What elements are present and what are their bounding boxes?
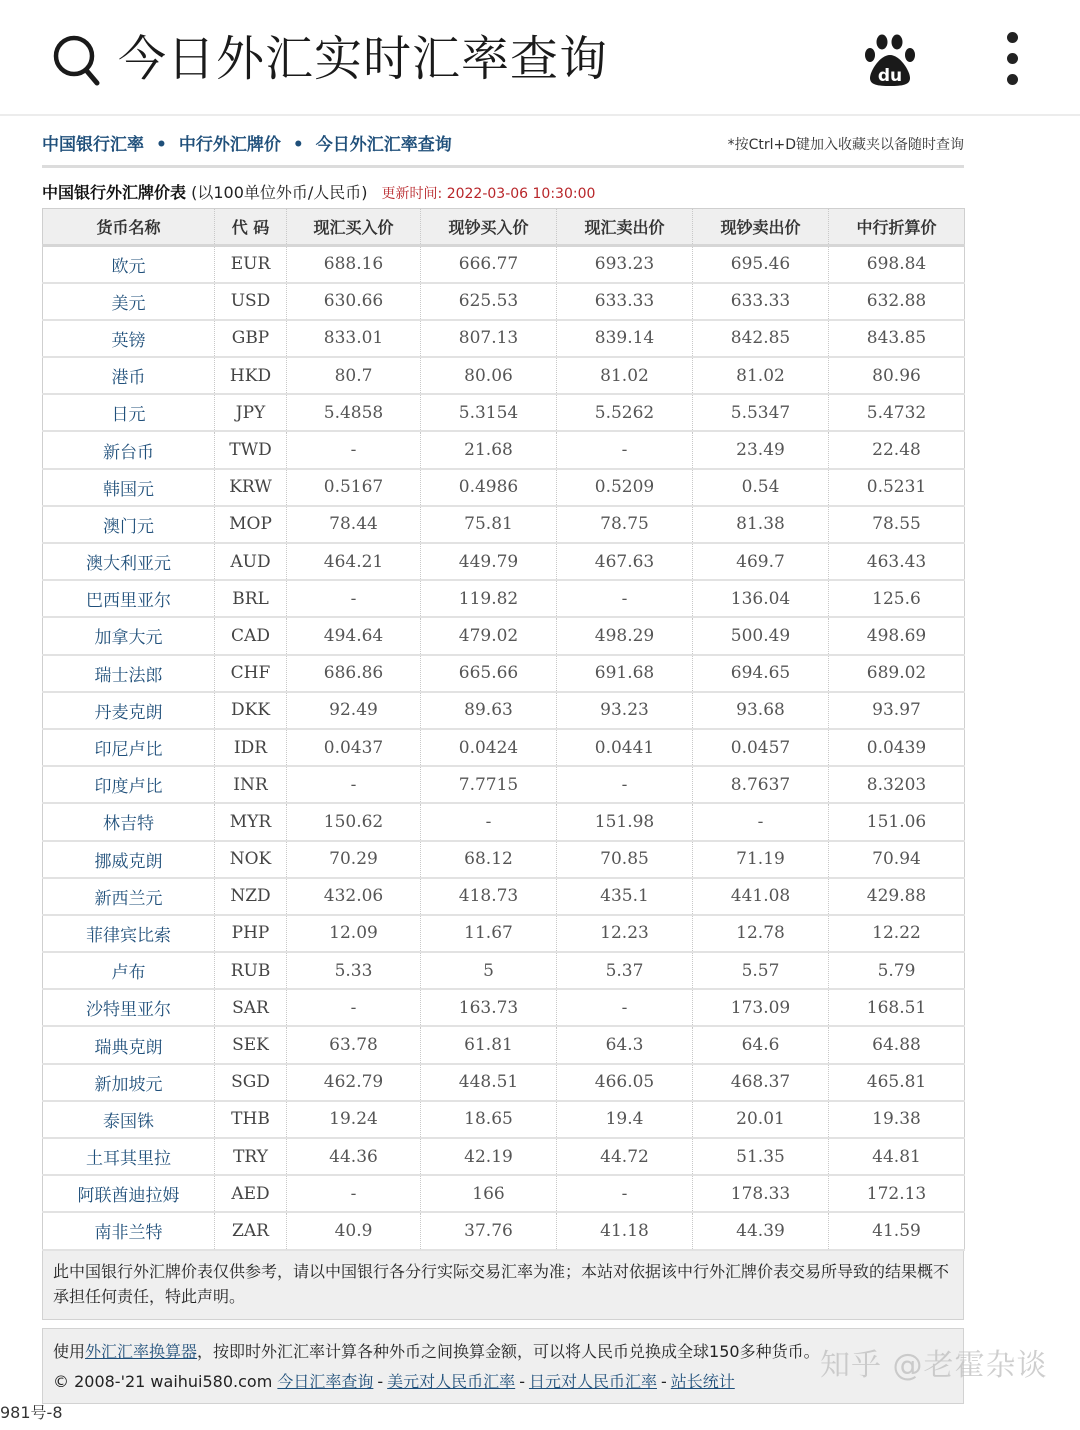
converter-suffix: ，按即时外汇汇率计算各种外币之间换算金额，可以将人民币兑换成全球150多种货币。	[197, 1341, 820, 1361]
cell-spot-sell: 466.05	[557, 1064, 693, 1101]
cell-spot-sell: -	[557, 431, 693, 468]
cell-boc-rate: 172.13	[829, 1175, 965, 1212]
cell-currency-code: CHF	[215, 655, 287, 692]
table-row	[43, 1026, 965, 1063]
cell-boc-rate: 5.79	[829, 952, 965, 989]
currency-link[interactable]: 瑞典克朗	[94, 1037, 163, 1058]
table-row	[43, 506, 965, 543]
currency-link[interactable]: 沙特里亚尔	[86, 1000, 171, 1021]
cell-currency-code: HKD	[215, 357, 287, 394]
cell-spot-buy: 19.24	[287, 1101, 421, 1138]
cell-cash-sell: 0.54	[693, 469, 829, 506]
footer-link-jpy-cny[interactable]: 日元对人民币汇率	[528, 1371, 657, 1391]
cell-spot-sell: 633.33	[557, 283, 693, 320]
table-row	[43, 1101, 965, 1138]
cell-currency-code: KRW	[215, 469, 287, 506]
table-row	[43, 357, 965, 394]
cell-cash-buy: 166	[421, 1175, 557, 1212]
cell-spot-buy: 12.09	[287, 915, 421, 952]
currency-link[interactable]: 日元	[111, 405, 146, 426]
cell-cash-sell: 93.68	[693, 692, 829, 729]
table-row	[43, 803, 965, 840]
currency-link[interactable]: 南非兰特	[94, 1223, 163, 1244]
cell-spot-buy: 432.06	[287, 878, 421, 915]
cell-cash-buy: 625.53	[421, 283, 557, 320]
cell-spot-buy: 80.7	[287, 357, 421, 394]
currency-link[interactable]: 新台币	[103, 442, 154, 463]
cell-currency-code: NZD	[215, 878, 287, 915]
cell-spot-buy: 0.5167	[287, 469, 421, 506]
table-row	[43, 283, 965, 320]
cell-cash-sell: 12.78	[693, 915, 829, 952]
col-header-currency: 货币名称	[43, 209, 215, 246]
cell-currency-code: THB	[215, 1101, 287, 1138]
cell-currency-code: NOK	[215, 841, 287, 878]
cell-boc-rate: 151.06	[829, 803, 965, 840]
cell-spot-sell: 693.23	[557, 246, 693, 283]
currency-link[interactable]: 泰国铢	[103, 1111, 154, 1132]
footer-separator: -	[519, 1371, 525, 1391]
table-header-row	[43, 209, 965, 246]
currency-link[interactable]: 林吉特	[103, 814, 154, 835]
cell-currency-name	[43, 841, 215, 878]
col-header-boc-rate: 中行折算价	[829, 209, 965, 246]
cell-spot-sell: 12.23	[557, 915, 693, 952]
cell-currency-code: EUR	[215, 246, 287, 283]
cell-cash-buy: 807.13	[421, 320, 557, 357]
cell-boc-rate: 698.84	[829, 246, 965, 283]
cell-boc-rate: 8.3203	[829, 766, 965, 803]
cell-cash-buy: 5	[421, 952, 557, 989]
currency-link[interactable]: 卢布	[111, 963, 146, 984]
cell-spot-sell: -	[557, 766, 693, 803]
cell-spot-buy: 44.36	[287, 1138, 421, 1175]
cell-spot-sell: 78.75	[557, 506, 693, 543]
cell-spot-sell: 498.29	[557, 617, 693, 654]
currency-link[interactable]: 印尼卢比	[94, 740, 163, 761]
cell-spot-sell: 5.37	[557, 952, 693, 989]
cell-spot-sell: 70.85	[557, 841, 693, 878]
table-row	[43, 617, 965, 654]
cell-cash-buy: 75.81	[421, 506, 557, 543]
cell-currency-name	[43, 915, 215, 952]
cell-currency-name	[43, 394, 215, 431]
cell-spot-sell: 0.0441	[557, 729, 693, 766]
cell-spot-sell: 64.3	[557, 1026, 693, 1063]
cell-cash-buy: 665.66	[421, 655, 557, 692]
update-time-value: 2022-03-06 10:30:00	[446, 186, 596, 202]
currency-link[interactable]: 加拿大元	[94, 628, 163, 649]
cell-boc-rate: 689.02	[829, 655, 965, 692]
cell-currency-code: MYR	[215, 803, 287, 840]
cell-spot-sell: 81.02	[557, 357, 693, 394]
cell-spot-sell: 41.18	[557, 1212, 693, 1249]
cell-cash-sell: 81.02	[693, 357, 829, 394]
cell-cash-buy: 18.65	[421, 1101, 557, 1138]
cell-cash-sell: 500.49	[693, 617, 829, 654]
table-row	[43, 246, 965, 283]
cell-currency-code: IDR	[215, 729, 287, 766]
cell-currency-code: SAR	[215, 989, 287, 1026]
cell-spot-buy: -	[287, 1175, 421, 1212]
cell-cash-buy: 11.67	[421, 915, 557, 952]
table-row	[43, 1064, 965, 1101]
cell-cash-sell: 20.01	[693, 1101, 829, 1138]
cell-cash-sell: 8.7637	[693, 766, 829, 803]
currency-link[interactable]: 新西兰元	[94, 888, 163, 909]
cell-spot-buy: 464.21	[287, 543, 421, 580]
table-row	[43, 1138, 965, 1175]
cell-currency-code: AUD	[215, 543, 287, 580]
copyright: © 2008-'21 waihui580.com	[53, 1371, 273, 1391]
cell-spot-sell: 93.23	[557, 692, 693, 729]
cell-boc-rate: 22.48	[829, 431, 965, 468]
cell-currency-code: INR	[215, 766, 287, 803]
breadcrumb-boc-rates[interactable]: 中国银行汇率	[42, 135, 144, 155]
cell-cash-sell: 178.33	[693, 1175, 829, 1212]
currency-link[interactable]: 澳大利亚元	[86, 554, 171, 575]
cell-currency-name	[43, 878, 215, 915]
cell-currency-name	[43, 729, 215, 766]
breadcrumb	[42, 130, 452, 155]
col-header-spot-sell: 现汇卖出价	[557, 209, 693, 246]
cell-spot-buy: -	[287, 989, 421, 1026]
navbar	[42, 120, 964, 168]
table-row	[43, 989, 965, 1026]
breadcrumb-separator: •	[292, 135, 304, 155]
bookmark-tip: *按Ctrl+D键加入收藏夹以备随时查询	[727, 137, 964, 153]
cell-cash-buy: 0.4986	[421, 469, 557, 506]
col-header-cash-buy: 现钞买入价	[421, 209, 557, 246]
cell-boc-rate: 44.81	[829, 1138, 965, 1175]
cell-boc-rate: 5.4732	[829, 394, 965, 431]
cell-spot-buy: 92.49	[287, 692, 421, 729]
cell-cash-buy: 163.73	[421, 989, 557, 1026]
update-label: 更新时间:	[381, 186, 443, 202]
cell-boc-rate: 168.51	[829, 989, 965, 1026]
cell-cash-buy: 68.12	[421, 841, 557, 878]
cell-boc-rate: 429.88	[829, 878, 965, 915]
cell-currency-name	[43, 617, 215, 654]
cell-boc-rate: 498.69	[829, 617, 965, 654]
cell-currency-name	[43, 692, 215, 729]
cell-currency-name	[43, 803, 215, 840]
footer-separator: -	[660, 1371, 667, 1391]
currency-link[interactable]: 土耳其里拉	[86, 1149, 171, 1170]
cell-boc-rate: 12.22	[829, 915, 965, 952]
cell-cash-buy: 479.02	[421, 617, 557, 654]
currency-link[interactable]: 菲律宾比索	[86, 925, 171, 946]
copyright-line	[53, 1367, 953, 1397]
cell-spot-buy: -	[287, 766, 421, 803]
cell-spot-buy: 40.9	[287, 1212, 421, 1249]
table-row	[43, 580, 965, 617]
cell-currency-name	[43, 655, 215, 692]
cell-cash-sell: 842.85	[693, 320, 829, 357]
cell-currency-name	[43, 506, 215, 543]
converter-link[interactable]: 外汇汇率换算器	[85, 1341, 198, 1361]
cell-spot-buy: 0.0437	[287, 729, 421, 766]
disclaimer: 此中国银行外汇牌价表仅供参考，请以中国银行各分行实际交易汇率为准；本站对依据该中行外汇牌价表交易所导致的结果概不承担任何责任，特此声明。	[42, 1251, 964, 1320]
cell-cash-sell: 173.09	[693, 989, 829, 1026]
cell-spot-buy: 150.62	[287, 803, 421, 840]
cell-cash-sell: 5.57	[693, 952, 829, 989]
cell-currency-name	[43, 469, 215, 506]
search-bar	[0, 0, 1080, 116]
currency-link[interactable]: 阿联酋迪拉姆	[77, 1186, 180, 1207]
page-content	[42, 120, 964, 1404]
cell-boc-rate: 19.38	[829, 1101, 965, 1138]
currency-link[interactable]: 欧元	[111, 256, 146, 277]
cell-spot-buy: 833.01	[287, 320, 421, 357]
cell-boc-rate: 93.97	[829, 692, 965, 729]
converter-prefix: 使用	[53, 1341, 86, 1361]
cell-cash-sell: 469.7	[693, 543, 829, 580]
cell-cash-buy: 37.76	[421, 1212, 557, 1249]
cell-cash-sell: 71.19	[693, 841, 829, 878]
cell-cash-sell: 136.04	[693, 580, 829, 617]
table-row	[43, 729, 965, 766]
cell-spot-sell: -	[557, 580, 693, 617]
cell-spot-sell: 435.1	[557, 878, 693, 915]
cell-cash-sell: 695.46	[693, 246, 829, 283]
cell-currency-name	[43, 1064, 215, 1101]
cell-cash-buy: 7.7715	[421, 766, 557, 803]
cell-spot-buy: 78.44	[287, 506, 421, 543]
cell-cash-buy: 5.3154	[421, 394, 557, 431]
cell-currency-name	[43, 283, 215, 320]
cell-boc-rate: 70.94	[829, 841, 965, 878]
cell-boc-rate: 41.59	[829, 1212, 965, 1249]
cell-spot-sell: 691.68	[557, 655, 693, 692]
cell-currency-code: BRL	[215, 580, 287, 617]
cell-cash-buy: 666.77	[421, 246, 557, 283]
table-row	[43, 841, 965, 878]
cell-spot-buy: -	[287, 431, 421, 468]
cell-spot-sell: 839.14	[557, 320, 693, 357]
cell-cash-buy: 89.63	[421, 692, 557, 729]
cell-cash-sell: 441.08	[693, 878, 829, 915]
table-row	[43, 431, 965, 468]
currency-link[interactable]: 巴西里亚尔	[86, 591, 171, 612]
currency-link[interactable]: 美元	[111, 293, 146, 314]
cell-currency-code: PHP	[215, 915, 287, 952]
table-row	[43, 952, 965, 989]
cell-cash-sell: 81.38	[693, 506, 829, 543]
cell-spot-buy: 688.16	[287, 246, 421, 283]
cell-currency-name	[43, 766, 215, 803]
search-query[interactable]: 今日外汇实时汇率查询	[118, 31, 609, 87]
cell-boc-rate: 125.6	[829, 580, 965, 617]
cell-spot-sell: 19.4	[557, 1101, 693, 1138]
cell-spot-sell: 5.5262	[557, 394, 693, 431]
table-unit: (以100单位外币/人民币)	[186, 183, 368, 202]
cell-currency-name	[43, 543, 215, 580]
search-icon[interactable]	[52, 34, 100, 86]
footer-link-site-stats[interactable]: 站长统计	[670, 1371, 735, 1391]
currency-link[interactable]: 新加坡元	[94, 1074, 163, 1095]
cell-boc-rate: 632.88	[829, 283, 965, 320]
cell-spot-sell: -	[557, 1175, 693, 1212]
cell-currency-name	[43, 1138, 215, 1175]
footer-link-today-rates[interactable]: 今日汇率查询	[277, 1371, 374, 1391]
footer-link-usd-cny[interactable]: 美元对人民币汇率	[387, 1371, 516, 1391]
cell-cash-buy: 448.51	[421, 1064, 557, 1101]
cell-spot-sell: -	[557, 989, 693, 1026]
cell-currency-name	[43, 989, 215, 1026]
currency-link[interactable]: 印度卢比	[94, 777, 163, 798]
table-row	[43, 1212, 965, 1249]
currency-link[interactable]: 瑞士法郎	[94, 665, 163, 686]
cell-currency-code: USD	[215, 283, 287, 320]
cell-currency-name	[43, 1101, 215, 1138]
cell-currency-code: CAD	[215, 617, 287, 654]
cell-cash-buy: 0.0424	[421, 729, 557, 766]
cell-currency-code: DKK	[215, 692, 287, 729]
cell-cash-buy: 42.19	[421, 1138, 557, 1175]
cell-currency-code: MOP	[215, 506, 287, 543]
cell-cash-sell: 468.37	[693, 1064, 829, 1101]
cell-currency-name	[43, 431, 215, 468]
cell-boc-rate: 64.88	[829, 1026, 965, 1063]
breadcrumb-separator: •	[156, 135, 167, 155]
cell-currency-code: TRY	[215, 1138, 287, 1175]
cell-cash-sell: -	[693, 803, 829, 840]
cell-spot-sell: 467.63	[557, 543, 693, 580]
cell-boc-rate: 843.85	[829, 320, 965, 357]
svg-text:du: du	[877, 66, 903, 86]
cell-boc-rate: 465.81	[829, 1064, 965, 1101]
table-title-text: 中国银行外汇牌价表	[42, 183, 187, 202]
cell-currency-name	[43, 357, 215, 394]
currency-link[interactable]: 港币	[111, 368, 146, 389]
cell-currency-code: RUB	[215, 952, 287, 989]
cell-cash-sell: 0.0457	[693, 729, 829, 766]
currency-link[interactable]: 英镑	[111, 330, 146, 351]
table-title	[42, 178, 964, 208]
rates-table-body	[43, 246, 965, 1250]
cell-cash-sell: 44.39	[693, 1212, 829, 1249]
baidu-paw-icon[interactable]	[864, 33, 916, 87]
watermark: 知乎 @老霍杂谈	[820, 1348, 1048, 1383]
cell-cash-sell: 694.65	[693, 655, 829, 692]
footer-separator: -	[377, 1371, 384, 1391]
table-row	[43, 766, 965, 803]
cell-spot-buy: 5.4858	[287, 394, 421, 431]
currency-link[interactable]: 澳门元	[103, 516, 154, 537]
cell-cash-sell: 5.5347	[693, 394, 829, 431]
cell-cash-sell: 64.6	[693, 1026, 829, 1063]
cell-currency-name	[43, 320, 215, 357]
currency-link[interactable]: 挪威克朗	[94, 851, 163, 872]
cell-currency-name	[43, 1212, 215, 1249]
cell-currency-code: ZAR	[215, 1212, 287, 1249]
cell-cash-sell: 23.49	[693, 431, 829, 468]
cell-currency-code: JPY	[215, 394, 287, 431]
cell-boc-rate: 80.96	[829, 357, 965, 394]
cell-boc-rate: 0.5231	[829, 469, 965, 506]
breadcrumb-today-rates[interactable]: 今日外汇汇率查询	[315, 135, 452, 155]
table-row	[43, 469, 965, 506]
table-row	[43, 878, 965, 915]
rates-table	[42, 208, 965, 1251]
cell-spot-buy: 630.66	[287, 283, 421, 320]
cell-spot-buy: 462.79	[287, 1064, 421, 1101]
cell-cash-buy: 418.73	[421, 878, 557, 915]
cell-currency-code: AED	[215, 1175, 287, 1212]
cell-cash-sell: 51.35	[693, 1138, 829, 1175]
currency-link[interactable]: 韩国元	[103, 479, 154, 500]
breadcrumb-boc-forex-prices[interactable]: 中行外汇牌价	[178, 135, 281, 155]
cell-boc-rate: 463.43	[829, 543, 965, 580]
cell-spot-sell: 151.98	[557, 803, 693, 840]
cell-spot-buy: 494.64	[287, 617, 421, 654]
table-row	[43, 543, 965, 580]
cell-spot-sell: 0.5209	[557, 469, 693, 506]
currency-link[interactable]: 丹麦克朗	[94, 702, 163, 723]
table-row	[43, 1175, 965, 1212]
cell-boc-rate: 78.55	[829, 506, 965, 543]
cell-cash-buy: 61.81	[421, 1026, 557, 1063]
table-row	[43, 320, 965, 357]
more-options-icon[interactable]	[1002, 32, 1022, 88]
cell-currency-name	[43, 1026, 215, 1063]
cell-boc-rate: 0.0439	[829, 729, 965, 766]
cell-currency-code: SEK	[215, 1026, 287, 1063]
cell-cash-buy: 119.82	[421, 580, 557, 617]
converter-line	[53, 1337, 953, 1367]
table-row	[43, 655, 965, 692]
update-time	[382, 186, 596, 202]
cell-cash-buy: -	[421, 803, 557, 840]
cell-spot-sell: 44.72	[557, 1138, 693, 1175]
icp-number: 981号-8	[0, 1403, 63, 1422]
col-header-spot-buy: 现汇买入价	[287, 209, 421, 246]
cell-currency-name	[43, 1175, 215, 1212]
cell-spot-buy: 686.86	[287, 655, 421, 692]
cell-spot-buy: 63.78	[287, 1026, 421, 1063]
cell-currency-code: GBP	[215, 320, 287, 357]
table-row	[43, 394, 965, 431]
col-header-cash-sell: 现钞卖出价	[693, 209, 829, 246]
table-row	[43, 692, 965, 729]
cell-currency-name	[43, 580, 215, 617]
cell-cash-buy: 449.79	[421, 543, 557, 580]
cell-currency-code: SGD	[215, 1064, 287, 1101]
col-header-code: 代 码	[215, 209, 287, 246]
cell-spot-buy: -	[287, 580, 421, 617]
cell-currency-name	[43, 952, 215, 989]
cell-cash-buy: 21.68	[421, 431, 557, 468]
cell-spot-buy: 5.33	[287, 952, 421, 989]
cell-spot-buy: 70.29	[287, 841, 421, 878]
cell-currency-name	[43, 246, 215, 283]
cell-cash-sell: 633.33	[693, 283, 829, 320]
cell-currency-code: TWD	[215, 431, 287, 468]
table-row	[43, 915, 965, 952]
cell-cash-buy: 80.06	[421, 357, 557, 394]
